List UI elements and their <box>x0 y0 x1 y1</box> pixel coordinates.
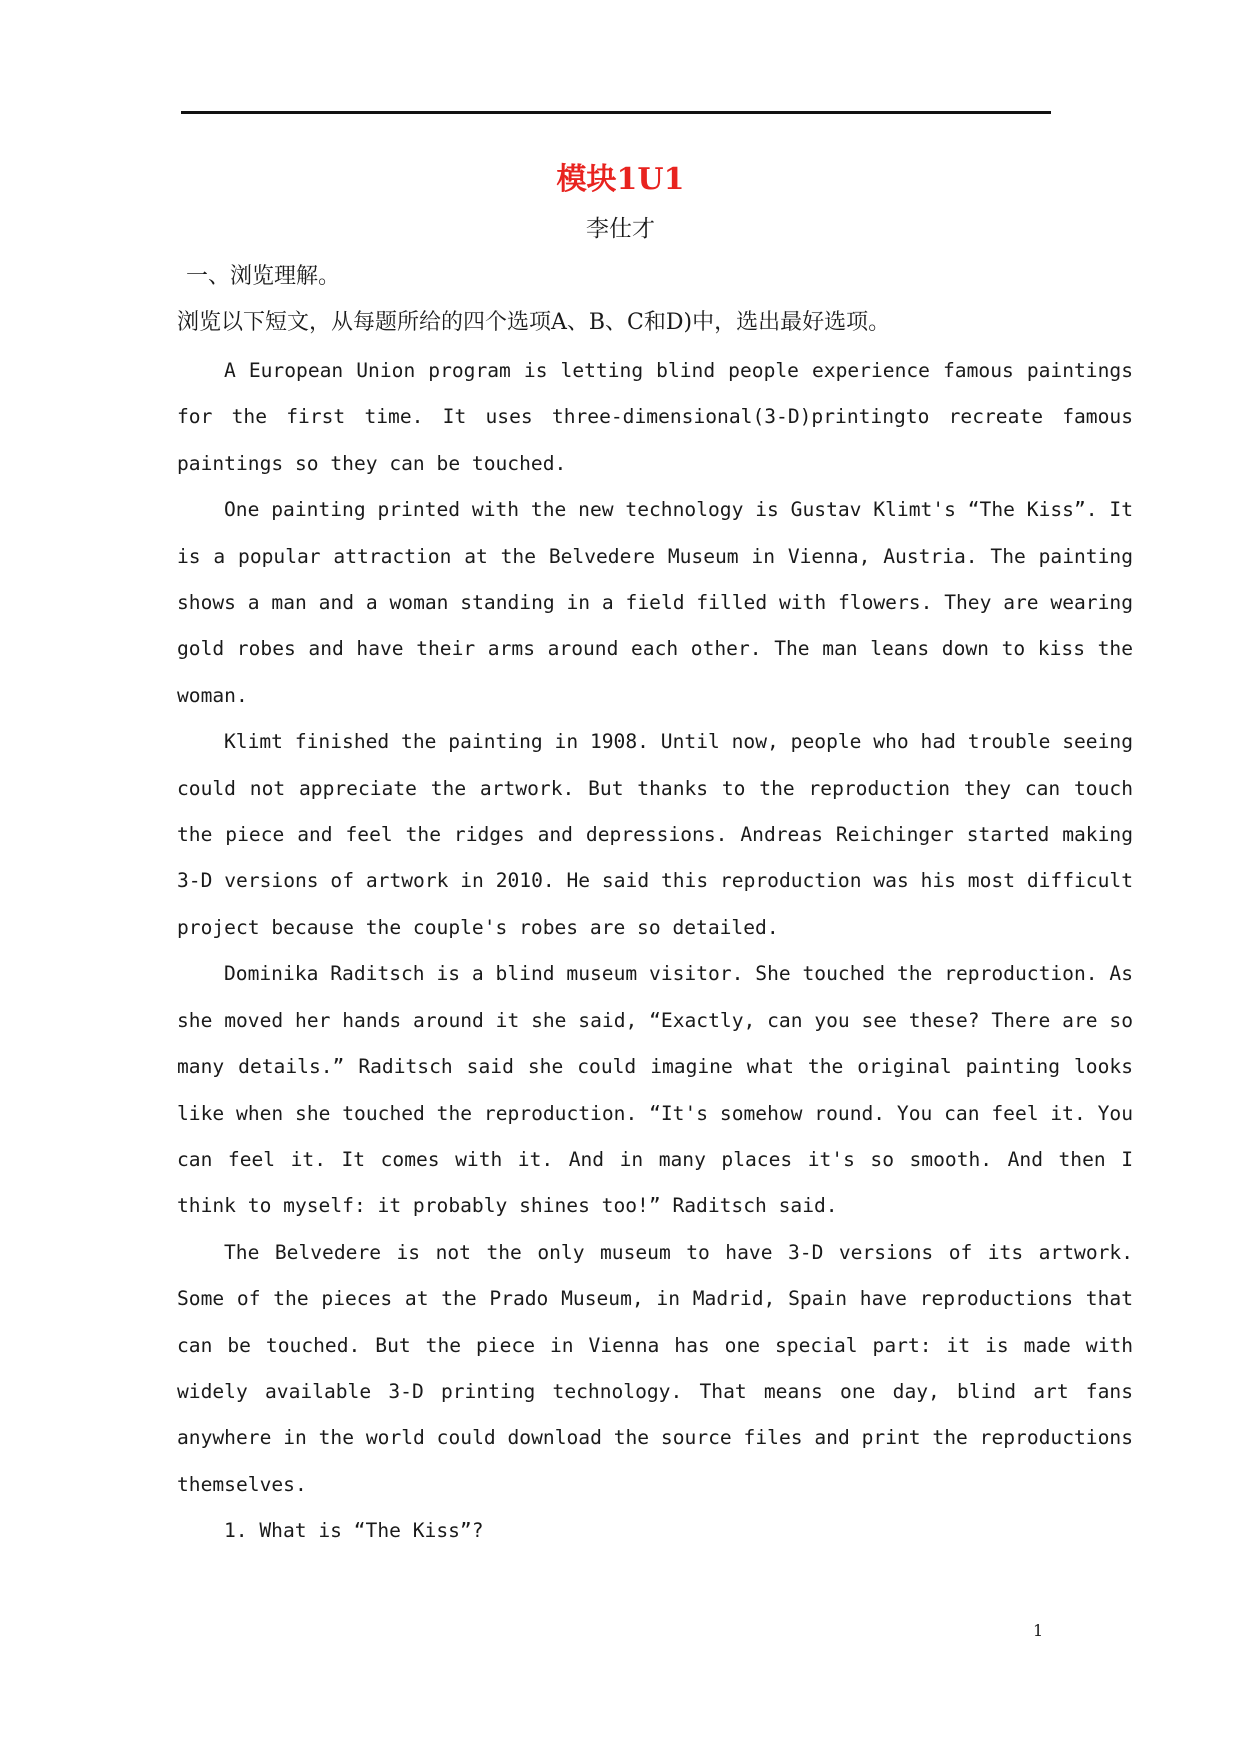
passage-paragraph-2: One painting printed with the new technology is Gustav Klimt's “The Kiss”. It is a popular attraction at the Belvedere Museum in Vienna, Austria. The painting shows a man and a woman standing in a field filled with flowers. They are wearing gold robes and have their arms around each other. The man leans down to kiss the woman. <box>177 498 1133 707</box>
page-number: 1 <box>1033 1621 1044 1640</box>
passage-paragraph-3: Klimt finished the painting in 1908. Until now, people who had trouble seeing could not appreciate the artwork. But thanks to the reproduction they can touch the piece and feel the ridges and depressions. Andreas Reichinger started making 3-D versions of artwork in 2010. He said this reproduction was his most difficult project because the couple's robes are so detailed. <box>177 730 1133 939</box>
section-heading: 一、浏览理解。 <box>186 264 341 289</box>
document-title: 模块1U1 <box>556 162 685 197</box>
passage-paragraph-1: A European Union program is letting blind people experience famous paintings for the first time. It uses three-dimensional(3-D)printingto recreate famous paintings so they can be touched. <box>177 359 1133 475</box>
passage-paragraph-4: Dominika Raditsch is a blind museum visitor. She touched the reproduction. As she moved her hands around it she said, “Exactly, can you see these? There are so many details.” Raditsch said she could imagine what the original painting looks like when she touched the reproduction. “It's somehow round. You can feel it. You can feel it. It comes with it. And in many places it's so smooth. And then I think to myself: it probably shines too!” Raditsch said. <box>177 962 1133 1218</box>
header-rule <box>181 111 1051 114</box>
document-author: 李仕才 <box>586 216 655 242</box>
passage-paragraph-5: The Belvedere is not the only museum to have 3-D versions of its artwork. Some of the pieces at the Prado Museum, in Madrid, Spain have reproductions that can be touched. But the piece in Vienna has one special part: it is made with widely available 3-D printing technology. That means one day, blind art fans anywhere in the world could download the source files and print the reproductions themselves. <box>177 1240 1133 1496</box>
instructions-text: 浏览以下短文，从每题所给的四个选项A、B、C和D)中，选出最好选项。 <box>177 310 891 335</box>
reading-passage <box>177 348 1133 1555</box>
question-1: 1. What is “The Kiss”? <box>224 1519 484 1543</box>
